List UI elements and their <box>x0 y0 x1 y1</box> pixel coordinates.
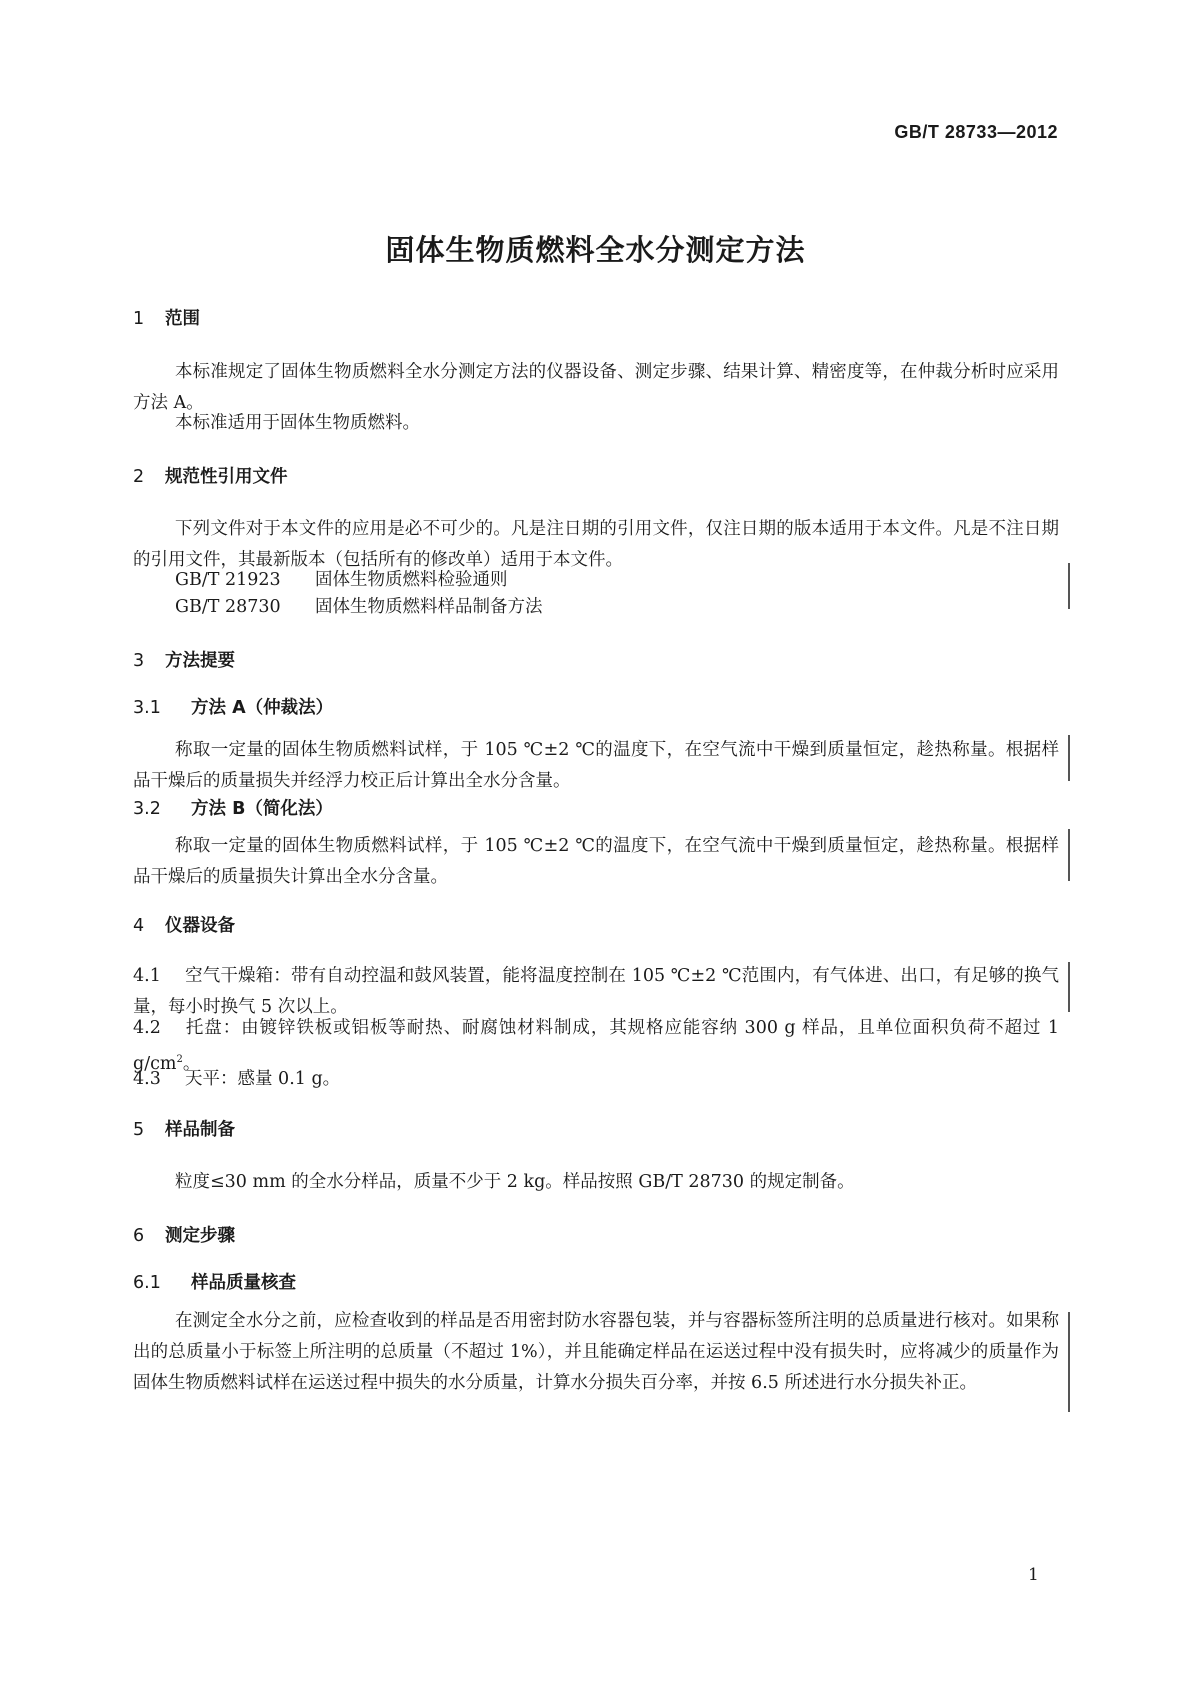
section-5-paragraph: 粒度≤30 mm 的全水分样品，质量不少于 2 kg。样品按照 GB/T 28730 的规定制备。 <box>175 1172 855 1192</box>
item-text: 空气干燥箱：带有自动控温和鼓风装置，能将温度控制在 105 ℃±2 ℃范围内，有气体进、出口，有足够的换气量，每小时换气 5 次以上。 <box>133 966 1059 1017</box>
section-3-2-heading <box>133 795 333 820</box>
section-6-1-heading <box>133 1269 296 1294</box>
normative-reference <box>175 593 543 618</box>
document-number: GB/T 28733—2012 <box>894 122 1058 142</box>
section-3-heading <box>133 647 235 672</box>
change-bar <box>1068 563 1070 609</box>
section-4-heading <box>133 912 235 937</box>
change-bar <box>1068 735 1070 781</box>
section-title: 测定步骤 <box>165 1226 235 1246</box>
item-number: 4.1 <box>133 966 161 986</box>
section-title: 样品制备 <box>165 1120 235 1140</box>
section-title: 规范性引用文件 <box>165 467 288 487</box>
section-3-1-paragraph: 称取一定量的固体生物质燃料试样，于 105 ℃±2 ℃的温度下，在空气流中干燥到质量恒定，趁热称量。根据样品干燥后的质量损失并经浮力校正后计算出全水分含量。 <box>133 740 1059 791</box>
section-2-heading <box>133 463 288 488</box>
section-number: 3 <box>133 651 145 671</box>
reference-name: 固体生物质燃料检验通则 <box>315 570 508 590</box>
superscript: 2 <box>176 1054 183 1065</box>
section-5-heading <box>133 1116 235 1141</box>
section-1-paragraph-1: 本标准规定了固体生物质燃料全水分测定方法的仪器设备、测定步骤、结果计算、精密度等，在仲裁分析时应采用方法 A。 <box>133 362 1059 413</box>
reference-name: 固体生物质燃料样品制备方法 <box>315 597 543 617</box>
page-number: 1 <box>1028 1565 1039 1585</box>
section-number: 2 <box>133 467 145 487</box>
section-1-paragraph-2: 本标准适用于固体生物质燃料。 <box>175 413 420 433</box>
section-number: 6 <box>133 1226 145 1246</box>
section-title: 范围 <box>165 309 200 329</box>
item-text-tail: 。 <box>182 1053 201 1074</box>
document-title: 固体生物质燃料全水分测定方法 <box>385 233 806 267</box>
change-bar <box>1068 1312 1070 1412</box>
section-number: 1 <box>133 309 145 329</box>
subsection-number: 3.1 <box>133 698 161 718</box>
subsection-title: 样品质量核查 <box>191 1273 296 1293</box>
reference-code: GB/T 28730 <box>175 597 281 617</box>
subsection-title: 方法 B（简化法） <box>191 799 333 819</box>
section-number: 4 <box>133 916 145 936</box>
section-2-paragraph: 下列文件对于本文件的应用是必不可少的。凡是注日期的引用文件，仅注日期的版本适用于本文件。凡是不注日期的引用文件，其最新版本（包括所有的修改单）适用于本文件。 <box>133 519 1059 570</box>
section-title: 仪器设备 <box>165 916 235 936</box>
section-title: 方法提要 <box>165 651 235 671</box>
change-bar <box>1068 962 1070 1012</box>
subsection-title: 方法 A（仲裁法） <box>191 698 334 718</box>
reference-code: GB/T 21923 <box>175 570 281 590</box>
section-3-2-paragraph: 称取一定量的固体生物质燃料试样，于 105 ℃±2 ℃的温度下，在空气流中干燥到质量恒定，趁热称量。根据样品干燥后的质量损失计算出全水分含量。 <box>133 836 1059 887</box>
item-number: 4.2 <box>133 1018 161 1038</box>
item-text: 天平：感量 0.1 g。 <box>185 1069 341 1089</box>
item-number: 4.3 <box>133 1069 161 1089</box>
section-6-1-paragraph: 在测定全水分之前，应检查收到的样品是否用密封防水容器包装，并与容器标签所注明的总质量进行核对。如果称出的总质量小于标签上所注明的总质量（不超过 1%），并且能确定样品在运送过程中没有损失时，应将减少的质量作为固体生物质燃料试样在运送过程中损失的水分质量，计算水分损失百分率，并按 6.5 所述进行水分损失补正。 <box>133 1311 1059 1393</box>
change-bar <box>1068 829 1070 881</box>
section-6-heading <box>133 1222 235 1247</box>
normative-reference <box>175 566 508 591</box>
section-1-heading <box>133 305 200 330</box>
subsection-number: 3.2 <box>133 799 161 819</box>
section-number: 5 <box>133 1120 145 1140</box>
equipment-item <box>133 1064 1059 1095</box>
section-3-1-heading <box>133 694 333 719</box>
subsection-number: 6.1 <box>133 1273 161 1293</box>
item-text: 托盘：由镀锌铁板或铝板等耐热、耐腐蚀材料制成，其规格应能容纳 300 g 样品，且单位面积负荷不超过 1 g/cm <box>133 1018 1059 1074</box>
